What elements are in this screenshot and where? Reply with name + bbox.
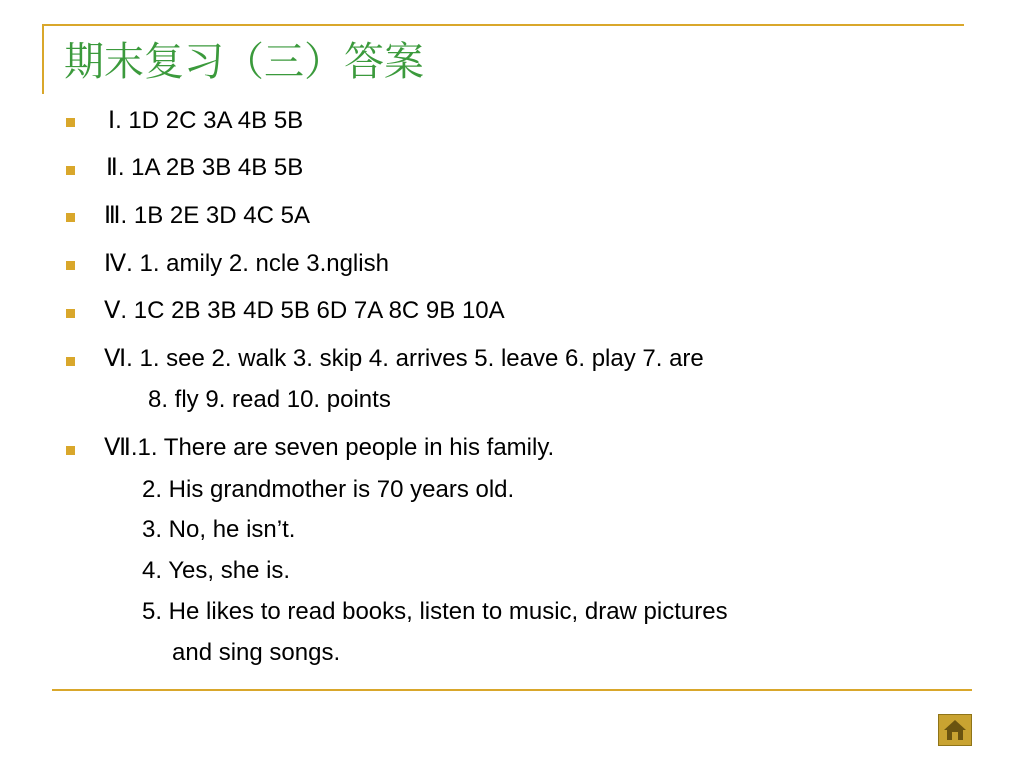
answer-line: 5. He likes to read books, listen to music, draw pictures <box>142 598 728 625</box>
bullet-icon <box>66 118 75 127</box>
answer-line: and sing songs. <box>172 639 341 666</box>
bullet-icon <box>66 213 75 222</box>
answer-line: Ⅳ. 1. amily 2. ncle 3.nglish <box>104 250 389 277</box>
answer-line: Ⅰ. 1D 2C 3A 4B 5B <box>108 107 304 134</box>
answer-line: Ⅱ. 1A 2B 3B 4B 5B <box>106 154 304 181</box>
answer-line: 3. No, he isn’t. <box>142 516 296 543</box>
bullet-icon <box>66 261 75 270</box>
bullet-icon <box>66 309 75 318</box>
bullet-icon <box>66 357 75 366</box>
answer-line: Ⅲ. 1B 2E 3D 4C 5A <box>104 202 310 229</box>
bullet-icon <box>66 446 75 455</box>
answer-line: 2. His grandmother is 70 years old. <box>142 476 515 503</box>
bullet-icon <box>66 166 75 175</box>
bottom-divider <box>52 689 972 691</box>
answer-line: Ⅶ.1. There are seven people in his family. <box>104 434 555 461</box>
answer-line: 4. Yes, she is. <box>142 557 291 584</box>
answer-line: Ⅴ. 1C 2B 3B 4D 5B 6D 7A 8C 9B 10A <box>104 297 505 324</box>
answer-line: Ⅵ. 1. see 2. walk 3. skip 4. arrives 5. leave 6. play 7. are <box>104 345 704 372</box>
slide-title: 期末复习（三）答案 <box>64 39 424 85</box>
answer-line: 8. fly 9. read 10. points <box>148 386 391 413</box>
home-icon <box>943 718 967 742</box>
home-button[interactable] <box>938 714 972 746</box>
